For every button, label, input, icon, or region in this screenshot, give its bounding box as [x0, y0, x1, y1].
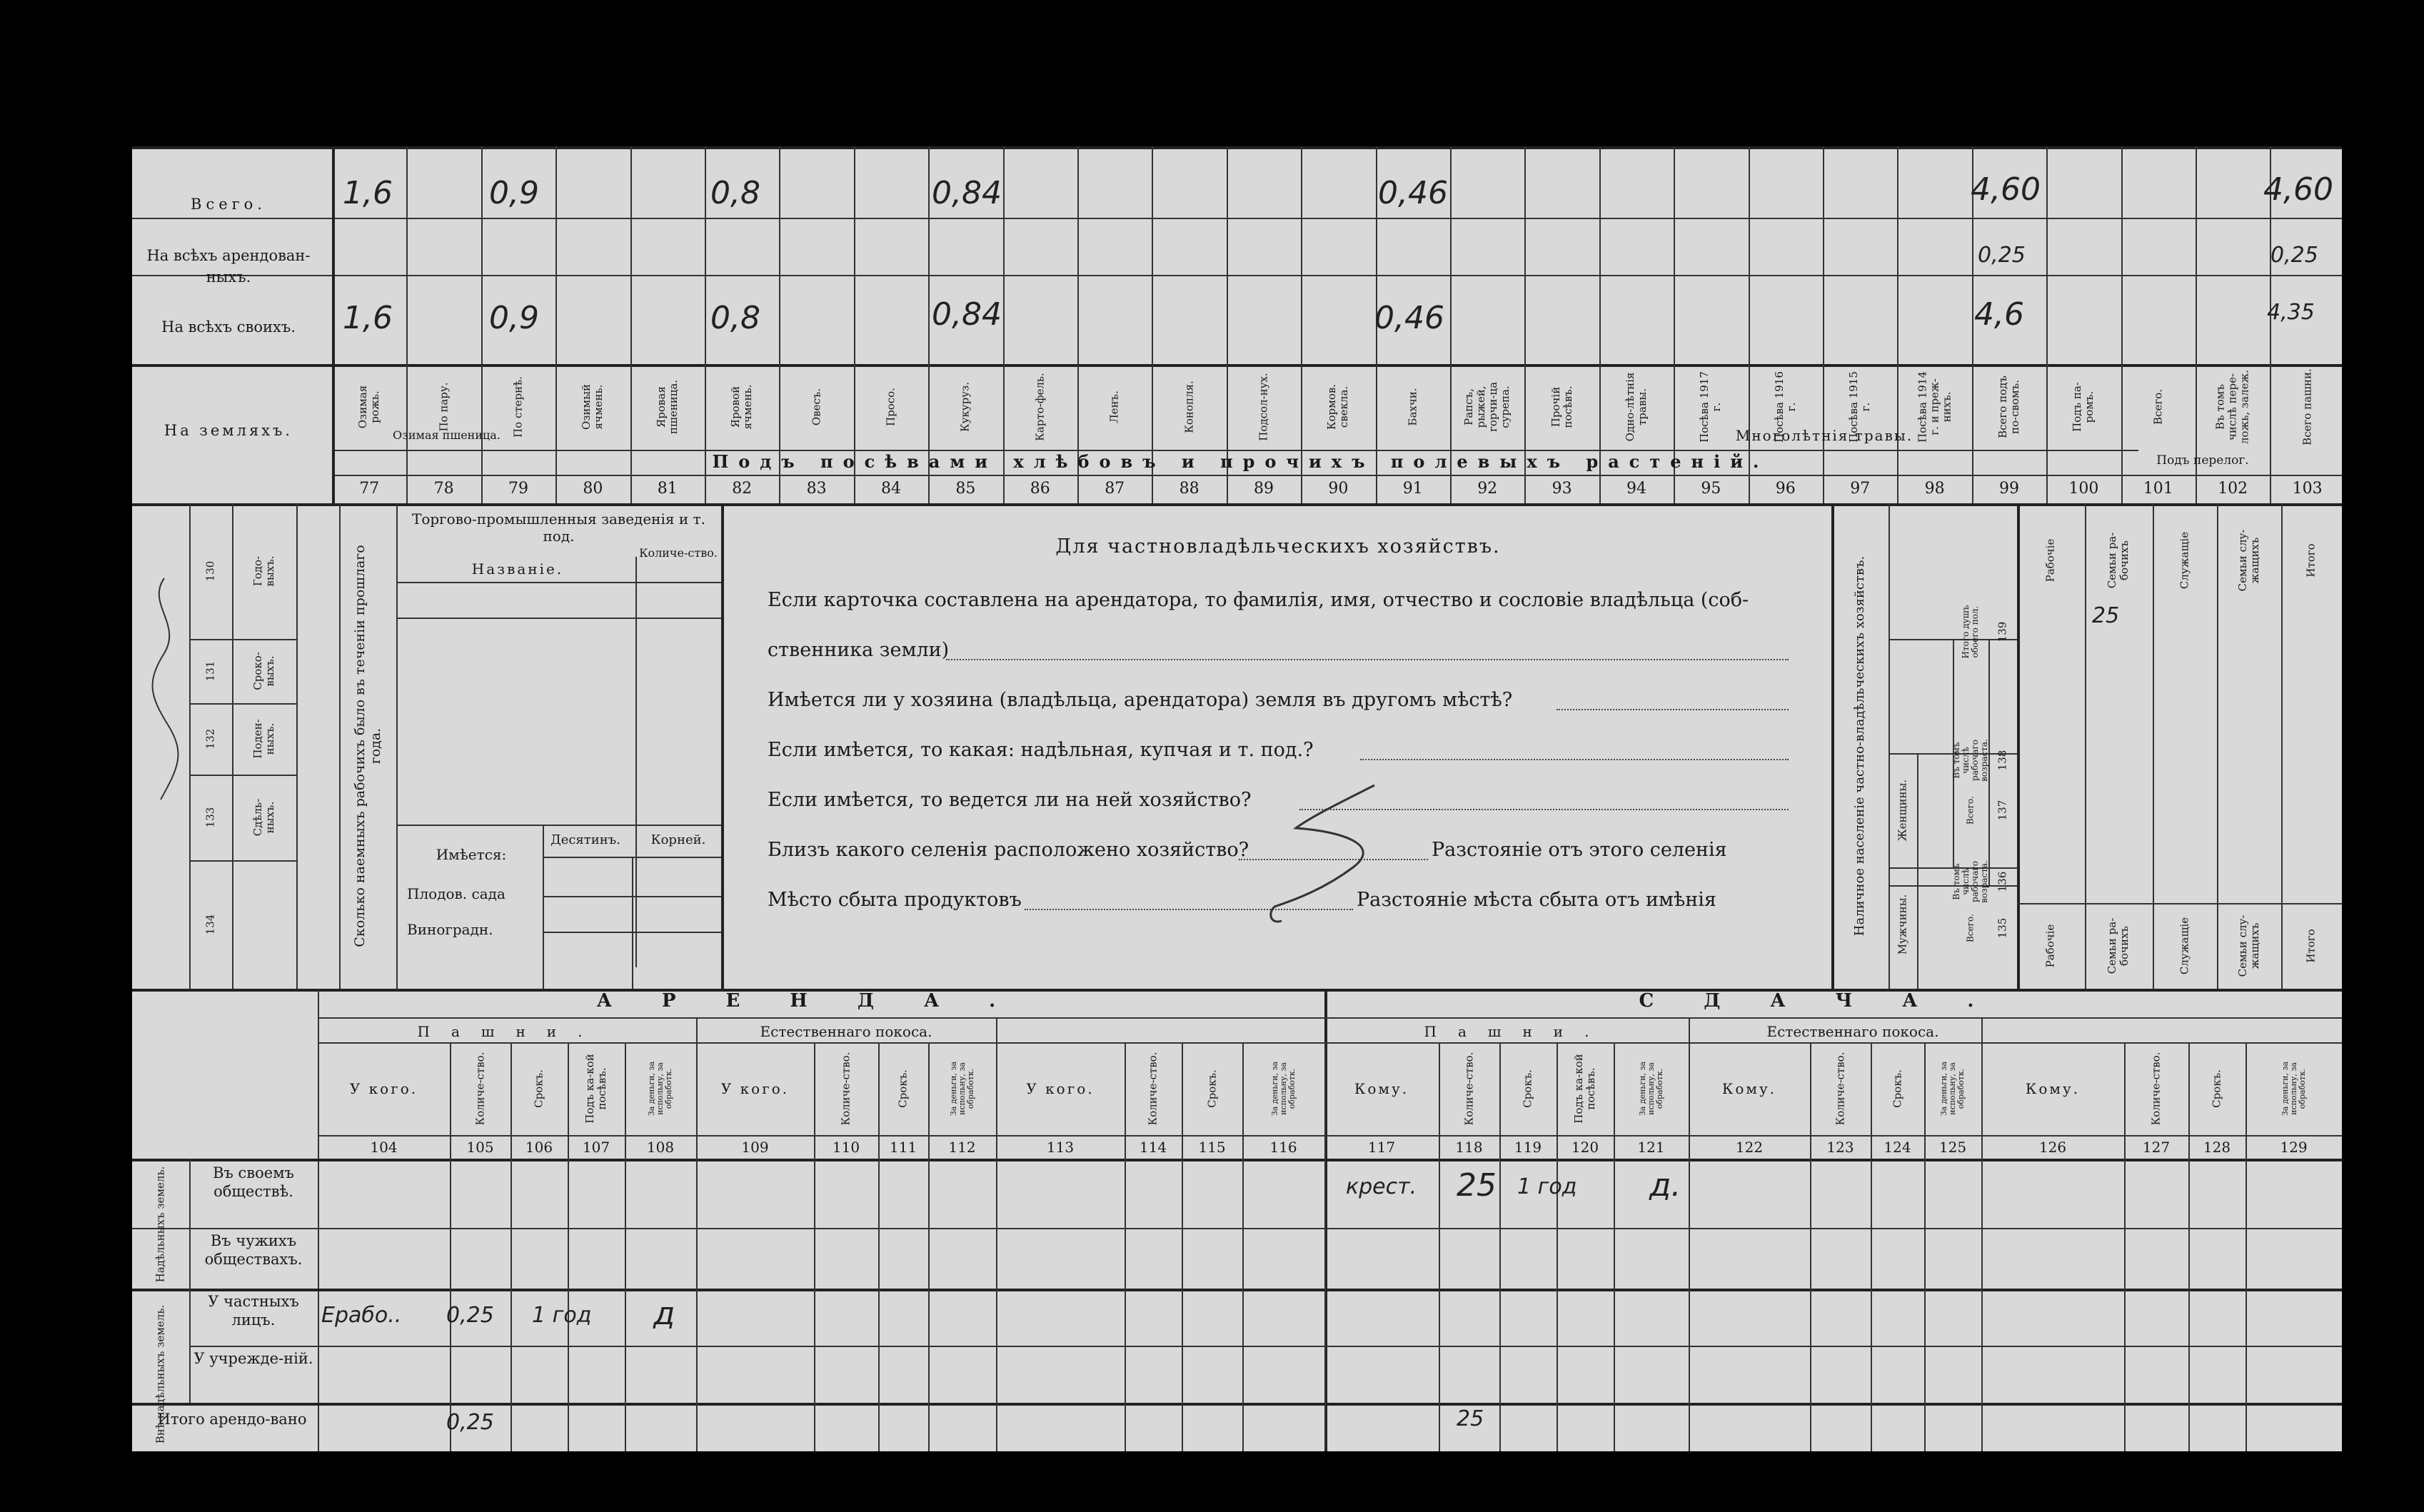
hw-own-79: 0,9: [489, 300, 539, 336]
top-col-num-84: 84: [880, 480, 901, 498]
bottom-col-line: [511, 1042, 512, 1451]
top-col-label-96: Посѣва 1916 г.: [1772, 371, 1798, 443]
bottom-col-line: [928, 1042, 930, 1451]
col-line: [1524, 146, 1526, 503]
bottom-col-num-108: 108: [646, 1139, 675, 1156]
bottom-col-label-107: Подъ ка-кой посѣвъ.: [583, 1054, 608, 1124]
bottom-col-line: [1614, 1042, 1615, 1451]
hw-total-85: 0,84: [932, 175, 1002, 211]
top-col-num-79: 79: [508, 480, 528, 498]
hw-own-85: 0,84: [932, 296, 1002, 333]
right-col-bottom-2: Служащіе: [2178, 917, 2191, 975]
top-col-label-102: Въ томъ числѣ пере-ложь, залеж.: [2213, 369, 2251, 445]
top-col-label-93: Прочій посѣвъ.: [1549, 385, 1574, 428]
bottom-col-label-112: За деньги, за испольну, за обработк.: [948, 1061, 975, 1117]
bottom-col-num-119: 119: [1514, 1139, 1542, 1156]
hw-row1-117: крест.: [1346, 1174, 1417, 1199]
top-col-num-98: 98: [1924, 480, 1945, 498]
bottom-col-label-108: За деньги, за испольну, за обработк.: [647, 1061, 673, 1117]
top-col-label-87: Ленъ.: [1107, 390, 1121, 423]
bottom-col-label-115: Срокъ.: [1205, 1069, 1218, 1108]
kornei-header: Корней.: [650, 832, 706, 847]
row-other-communities: Въ чужихъ обществахъ.: [204, 1232, 303, 1268]
col-line: [1674, 146, 1675, 503]
bottom-col-num-127: 127: [2142, 1139, 2171, 1156]
bottom-col-line: [568, 1042, 569, 1451]
bottom-col-num-126: 126: [2038, 1139, 2067, 1156]
hw-own-77: 1,6: [343, 300, 393, 336]
hw-own-103: 4,35: [2267, 300, 2315, 325]
bottom-col-num-113: 113: [1046, 1139, 1075, 1156]
winter-wheat-label: Озимая пшеница.: [393, 428, 501, 442]
question-owner-a: Если карточка составлена на арендатора, то фамилія, имя, отчество и сословіе владѣльца (соб-: [768, 589, 1749, 611]
top-col-num-100: 100: [2068, 480, 2099, 498]
row-private-persons: У частныхъ лицъ.: [208, 1293, 299, 1329]
bottom-col-num-114: 114: [1139, 1139, 1167, 1156]
top-col-num-83: 83: [806, 480, 827, 498]
hw-row3-106: 1 год: [532, 1303, 592, 1328]
top-col-label-85: Кукуруз.: [958, 382, 972, 433]
top-col-label-88: Конопля.: [1182, 380, 1196, 433]
sdacha-header: СДАЧА.: [1639, 990, 2024, 1012]
top-col-label-79: По стернѣ.: [511, 376, 525, 438]
right-col-bottom-3: Семьи слу-жащихъ: [2236, 914, 2261, 977]
top-col-num-97: 97: [1850, 480, 1871, 498]
bottom-col-line: [1924, 1042, 1926, 1451]
pop-col-label-135: Всего.: [1965, 914, 1976, 942]
bottom-col-num-128: 128: [2203, 1139, 2231, 1156]
col-line: [854, 146, 855, 503]
hw-total-82: 0,8: [710, 175, 760, 211]
top-col-num-101: 101: [2143, 480, 2173, 498]
bottom-col-line: [450, 1042, 451, 1451]
nadel-lands-label: Надѣльныхъ земель.: [154, 1166, 167, 1283]
top-col-label-94: Одно-лѣтнія травы.: [1624, 372, 1649, 442]
bottom-col-num-120: 120: [1571, 1139, 1599, 1156]
bottom-col-label-119: Срокъ.: [1521, 1069, 1534, 1108]
fallow-label: Подъ перелог.: [2156, 453, 2249, 468]
hw-own-99: 4,6: [1974, 296, 2024, 333]
bottom-col-line: [696, 1042, 698, 1451]
col-line: [779, 146, 780, 503]
hw-row1-119: 1 год: [1517, 1174, 1577, 1199]
bottom-col-label-127: Количе-ство.: [2149, 1052, 2163, 1126]
top-col-num-92: 92: [1477, 480, 1498, 498]
bottom-col-line: [1324, 1042, 1326, 1451]
col-line: [1227, 146, 1228, 503]
trade-qty-header: Количе-ство.: [639, 546, 718, 560]
col-line: [928, 146, 930, 503]
bottom-col-line: [1125, 1042, 1126, 1451]
bottom-col-label-109: У кого.: [720, 1080, 790, 1097]
bottom-col-num-115: 115: [1198, 1139, 1226, 1156]
row-label-rented-a: На всѣхъ арендован-: [146, 247, 311, 264]
crops-section-title: Подъ посѣвами хлѣбовъ и прочихъ полевыхъ растеній.: [712, 451, 1769, 472]
bottom-col-num-123: 123: [1826, 1139, 1854, 1156]
col-line: [1450, 146, 1452, 503]
worker-col-num-131: 131: [203, 660, 217, 682]
top-col-label-80: Озимый ячмень.: [580, 383, 605, 430]
orchards-label: Плодов. сада: [407, 885, 506, 902]
row-label-own: На всѣхъ своихъ.: [161, 318, 296, 336]
right-col-top-2: Служащіе: [2178, 531, 2191, 590]
top-col-num-86: 86: [1030, 480, 1050, 498]
bottom-col-label-121: За деньги, за испольну, за обработк.: [1637, 1061, 1664, 1117]
trade-establishments-header: Торгово-промышленныя заведенія и т. под.: [412, 510, 705, 545]
bottom-col-label-118: Количе-ство.: [1462, 1052, 1475, 1126]
top-col-num-87: 87: [1105, 480, 1125, 498]
col-line: [481, 146, 483, 503]
col-line: [2121, 146, 2123, 503]
top-col-label-82: Яровой ячмень.: [729, 384, 755, 430]
private-households-title: Для частновладѣльческихъ хозяйствъ.: [1055, 535, 1501, 558]
bottom-col-num-109: 109: [741, 1139, 769, 1156]
top-col-label-99: Всего подъ по-свомъ.: [1996, 376, 2021, 438]
bottom-col-label-126: Кому.: [2025, 1080, 2081, 1097]
right-col-bottom-0: Рабочіе: [2043, 924, 2057, 968]
bottom-col-line: [1182, 1042, 1183, 1451]
pop-col-num-139: 139: [1996, 621, 2009, 642]
top-col-label-91: Бахчи.: [1406, 388, 1419, 426]
bottom-col-line: [1810, 1042, 1811, 1451]
top-col-label-81: Яровая пшеница.: [654, 379, 680, 435]
bottom-col-line: [2124, 1042, 2126, 1451]
non-nadel-lands-label: Внѣ надѣльныхъ земель.: [154, 1304, 167, 1444]
pop-col-num-138: 138: [1996, 750, 2009, 771]
top-col-label-100: Подъ па-ромъ.: [2071, 382, 2096, 432]
bottom-col-num-111: 111: [889, 1139, 917, 1156]
group-line: [996, 1017, 997, 1042]
top-col-label-77: Озимая рожь.: [356, 385, 382, 429]
col-line: [1003, 146, 1005, 503]
row-own-community: Въ своемъ обществѣ.: [213, 1164, 294, 1200]
col-line: [1749, 146, 1750, 503]
handwritten-dash-mark: [1267, 775, 1410, 932]
col-line: [1823, 146, 1824, 503]
top-col-num-99: 99: [1998, 480, 2019, 498]
bottom-col-num-121: 121: [1637, 1139, 1665, 1156]
bottom-col-line: [1557, 1042, 1558, 1451]
right-col-top-3: Семьи слу-жащихъ: [2236, 529, 2261, 592]
group-line: [696, 1017, 698, 1042]
sdacha-pashni: Пашни.: [1424, 1023, 1611, 1040]
sdacha-estestv: Естественнаго покоса.: [1766, 1023, 1939, 1040]
bottom-col-line: [1242, 1042, 1244, 1451]
row-total-leased: Итого арендо-вано: [157, 1411, 307, 1428]
top-col-label-98: Посѣва 1914 г. и преж-нихъ.: [1916, 371, 1953, 443]
worker-col-num-133: 133: [203, 807, 217, 828]
hw-rented-99: 0,25: [1978, 243, 2026, 268]
col-line: [555, 146, 557, 503]
question-owner-b: ственника земли): [768, 639, 950, 661]
bottom-col-num-112: 112: [948, 1139, 976, 1156]
top-col-label-95: Посѣва 1917 г.: [1698, 371, 1724, 443]
col-line: [2046, 146, 2048, 503]
row-institutions: У учрежде-ній.: [193, 1350, 313, 1367]
top-col-label-97: Посѣва 1915 г.: [1847, 371, 1873, 443]
top-col-label-89: Подсол-нух.: [1257, 373, 1270, 441]
bottom-col-label-105: Количе-ство.: [473, 1052, 486, 1126]
top-col-label-78: По пару.: [437, 382, 451, 432]
bottom-col-line: [625, 1042, 626, 1451]
bottom-col-line: [2188, 1042, 2190, 1451]
bottom-col-num-106: 106: [525, 1139, 553, 1156]
top-col-num-78: 78: [433, 480, 454, 498]
hw-total-77: 1,6: [343, 175, 393, 211]
census-card-sheet: [132, 146, 2342, 1451]
worker-col-label-130: Годо-выхъ.: [251, 555, 276, 587]
col-line: [406, 146, 408, 503]
right-col-top-0: Рабочіе: [2043, 538, 2057, 583]
worker-col-num-132: 132: [203, 728, 217, 750]
hw-row1-121: д.: [1649, 1167, 1681, 1204]
bottom-col-num-105: 105: [466, 1139, 494, 1156]
bottom-col-label-122: Кому.: [1721, 1080, 1777, 1097]
hw-row3-105: 0,25: [446, 1303, 494, 1328]
arenda-pashni: Пашни.: [417, 1023, 604, 1040]
bottom-col-line: [1871, 1042, 1872, 1451]
top-col-label-101: Всего.: [2151, 389, 2165, 425]
top-col-num-89: 89: [1253, 480, 1274, 498]
hw-row3-104: Ерабо..: [321, 1303, 402, 1328]
bottom-col-line: [814, 1042, 815, 1451]
bottom-col-label-128: Срокъ.: [2210, 1069, 2223, 1108]
worker-col-label-131: Сроко-выхъ.: [251, 652, 276, 690]
women-label: Женщины.: [1896, 779, 1909, 842]
question-market: Мѣсто сбыта продуктовъ: [768, 889, 1022, 911]
pop-col-label-139: Итого душъ обоего пол.: [1961, 605, 1980, 659]
top-col-label-83: Овесъ.: [810, 388, 823, 426]
worker-col-label-132: Поден-ныхъ.: [251, 719, 276, 759]
pop-col-num-135: 135: [1996, 917, 2009, 939]
pop-col-num-136: 136: [1996, 871, 2009, 892]
worker-col-label-133: Сдѣль-ныхъ.: [251, 798, 276, 837]
bottom-col-label-124: Срокъ.: [1891, 1069, 1904, 1108]
hw-semi-workers: 25: [2092, 603, 2120, 628]
bottom-col-label-110: Количе-ство.: [839, 1052, 853, 1126]
col-line: [1897, 146, 1899, 503]
top-col-num-85: 85: [955, 480, 976, 498]
bottom-col-label-125: За деньги, за испольну, за обработк.: [1939, 1061, 1966, 1117]
bottom-col-num-125: 125: [1938, 1139, 1967, 1156]
bottom-col-num-118: 118: [1455, 1139, 1483, 1156]
pop-col-label-136: Въ томъ числѣ рабочаго возраста.: [1951, 860, 1989, 903]
bottom-col-line: [878, 1042, 880, 1451]
bottom-col-label-123: Количе-ство.: [1834, 1052, 1846, 1126]
arenda-estestv: Естественнаго покоса.: [760, 1023, 932, 1040]
question-other-land: Имѣется ли у хозяина (владѣльца, арендатора) земля въ другомъ мѣстѣ?: [768, 689, 1513, 711]
col-line: [630, 146, 632, 503]
top-col-num-81: 81: [657, 480, 678, 498]
bottom-col-num-117: 117: [1367, 1139, 1396, 1156]
top-col-label-84: Просо.: [884, 388, 897, 426]
bottom-col-num-129: 129: [2280, 1139, 2308, 1156]
top-col-num-96: 96: [1775, 480, 1796, 498]
right-col-bottom-4: Итого: [2304, 929, 2318, 963]
hw-total-79: 0,9: [489, 175, 539, 211]
bottom-col-line: [1499, 1042, 1501, 1451]
top-col-num-80: 80: [583, 480, 603, 498]
hw-itogo-118: 25: [1457, 1406, 1484, 1431]
desyatin-header: Десятинъ.: [550, 832, 620, 847]
bottom-col-num-104: 104: [370, 1139, 398, 1156]
bottom-col-label-116: За деньги, за испольну, за обработк.: [1269, 1061, 1297, 1117]
bottom-col-line: [1689, 1042, 1690, 1451]
top-col-num-102: 102: [2218, 480, 2248, 498]
hired-workers-label: Сколько наемныхъ рабочихъ было въ теченіи прошлаго года.: [352, 545, 383, 947]
row-label-lands: На земляхъ.: [164, 422, 293, 439]
population-label: Наличное населеніе частно-владѣльческихъ хозяйствъ.: [1852, 555, 1867, 937]
top-col-num-94: 94: [1626, 480, 1646, 498]
bottom-col-label-120: Подъ ка-кой посѣвъ.: [1572, 1054, 1597, 1124]
hw-row3-108: д: [653, 1296, 675, 1332]
hw-total-103: 4,60: [2263, 171, 2333, 208]
question-village: Близъ какого селенія расположено хозяйство?: [768, 839, 1249, 861]
bottom-col-num-107: 107: [582, 1139, 610, 1156]
col-line: [1599, 146, 1601, 503]
col-line: [1301, 146, 1302, 503]
bottom-col-label-114: Количе-ство.: [1146, 1052, 1160, 1126]
multiyear-grasses-label: Многолѣтнія травы.: [1735, 427, 1913, 444]
top-col-num-91: 91: [1402, 480, 1423, 498]
has-label: Имѣется:: [436, 846, 507, 863]
pop-col-label-137: Всего.: [1965, 796, 1976, 825]
col-line: [1077, 146, 1079, 503]
bottom-col-num-116: 116: [1269, 1139, 1297, 1156]
bottom-col-label-106: Срокъ.: [532, 1069, 545, 1108]
top-col-num-88: 88: [1179, 480, 1200, 498]
arenda-header: АРЕНДА.: [596, 990, 1046, 1012]
question-farming: Если имѣется, то ведется ли на ней хозяйство?: [768, 789, 1252, 811]
pop-col-num-137: 137: [1996, 800, 2009, 821]
group-line: [1981, 1017, 1983, 1042]
hw-row1-118: 25: [1457, 1167, 1497, 1204]
hw-rented-103: 0,25: [2270, 243, 2318, 268]
top-col-num-77: 77: [359, 480, 380, 498]
handwritten-squiggle: [143, 575, 186, 803]
top-col-label-86: Карто-фель.: [1033, 373, 1047, 441]
hw-total-99: 4,60: [1971, 171, 2041, 208]
bottom-col-line: [1439, 1042, 1440, 1451]
bottom-col-label-113: У кого.: [1026, 1080, 1095, 1097]
worker-col-num-134: 134: [203, 914, 217, 935]
bottom-col-num-122: 122: [1735, 1139, 1764, 1156]
hw-total-91: 0,46: [1378, 175, 1448, 211]
top-col-num-95: 95: [1701, 480, 1721, 498]
bottom-col-line: [996, 1042, 997, 1451]
bottom-col-num-110: 110: [832, 1139, 860, 1156]
pop-col-label-138: Въ томъ числѣ рабочаго возраста.: [1951, 739, 1989, 782]
right-col-bottom-1: Семьи ра-бочихъ: [2106, 917, 2131, 974]
col-line: [705, 146, 706, 503]
bottom-col-line: [2246, 1042, 2247, 1451]
bottom-col-label-117: Кому.: [1354, 1080, 1409, 1097]
right-col-top-1: Семьи ра-бочихъ: [2106, 532, 2131, 589]
question-land-type: Если имѣется, то какая: надѣльная, купчая и т. под.?: [768, 739, 1314, 761]
top-col-num-103: 103: [2292, 480, 2323, 498]
top-col-num-90: 90: [1328, 480, 1349, 498]
distance-village-label: Разстояніе отъ этого селенія: [1432, 839, 1727, 861]
worker-col-num-130: 130: [203, 560, 217, 582]
bottom-col-label-104: У кого.: [349, 1080, 418, 1097]
col-line: [1152, 146, 1153, 503]
top-col-num-93: 93: [1552, 480, 1572, 498]
top-col-label-103: Всего пашни.: [2300, 368, 2314, 445]
row-label-rented-b: ныхъ.: [206, 268, 251, 286]
group-line: [1689, 1017, 1690, 1042]
vineyards-label: Виноградн.: [407, 921, 493, 938]
hw-itogo-105: 0,25: [446, 1410, 494, 1435]
bottom-col-label-129: За деньги, за испольну, за обработк.: [2280, 1061, 2307, 1117]
distance-market-label: Разстояніе мѣста сбыта отъ имѣнія: [1357, 889, 1716, 911]
hw-own-91: 0,46: [1374, 300, 1444, 336]
bottom-col-line: [1981, 1042, 1983, 1451]
hw-own-82: 0,8: [710, 300, 760, 336]
men-label: Мужчины.: [1896, 894, 1909, 955]
bottom-col-num-124: 124: [1884, 1139, 1911, 1156]
row-label-total: Всего.: [191, 196, 266, 213]
top-col-label-90: Кормов. свекла.: [1325, 383, 1351, 430]
top-col-num-82: 82: [732, 480, 753, 498]
top-col-label-92: Рапсъ, рыжей, горчи-ца сурепа.: [1462, 381, 1512, 433]
col-line: [2196, 146, 2197, 503]
trade-name-header: Названіе.: [471, 560, 564, 578]
bottom-col-label-111: Срокъ.: [896, 1069, 910, 1108]
right-col-top-4: Итого: [2304, 543, 2318, 578]
